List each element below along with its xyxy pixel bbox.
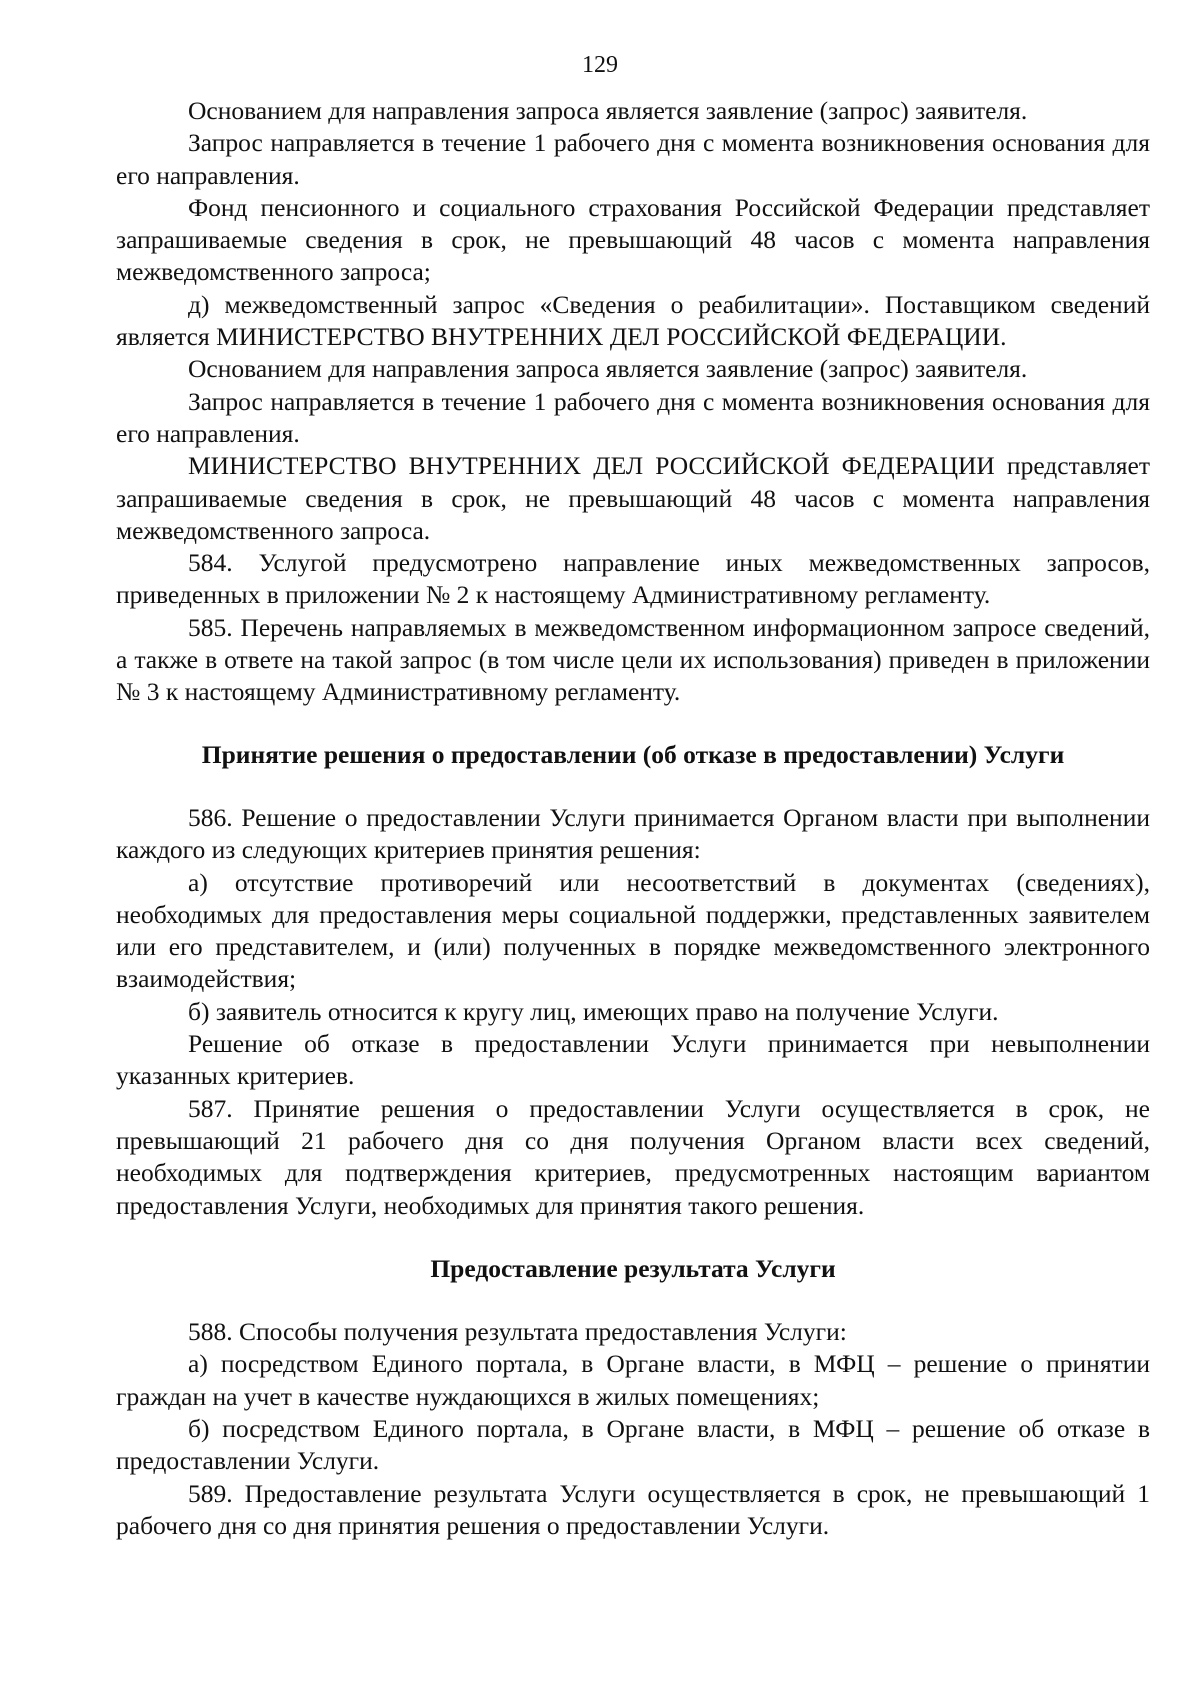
paragraph: а) посредством Единого портала, в Органе власти, в МФЦ – решение о принятии граждан на учет в качестве нуждающихся в жилых помещениях; [116, 1349, 1150, 1411]
paragraph: 586. Решение о предоставлении Услуги принимается Органом власти при выполнении каждого из следующих критериев принятия решения: [116, 802, 1150, 865]
section-heading: Принятие решения о предоставлении (об отказе в предоставлении) Услуги [201, 739, 1065, 769]
paragraph: 584. Услугой предусмотрено направление иных межведомственных запросов, приведенных в приложении № 2 к настоящему Административному регламенту. [116, 548, 1150, 610]
document-body [116, 95, 1150, 1542]
paragraph: а) отсутствие противоречий или несоответствий в документах (сведениях), необходимых для предоставления меры социальной поддержки, представленных заявителем или его представителем, и (или) полученных в порядке межведомственного электронного взаимодействия; [116, 867, 1150, 994]
paragraph: 589. Предоставление результата Услуги осуществляется в срок, не превышающий 1 рабочего дня со дня принятия решения о предоставлении Услуги. [116, 1478, 1150, 1540]
page-number: 129 [582, 52, 618, 78]
paragraph: 587. Принятие решения о предоставлении Услуги осуществляется в срок, не превышающий 21 рабочего дня со дня получения Органом власти всех сведений, необходимых для подтверждения критериев, предусмотренных настоящим вариантом предоставления Услуги, необходимых для принятия такого решения. [116, 1093, 1150, 1220]
paragraph: д) межведомственный запрос «Сведения о реабилитации». Поставщиком сведений является МИНИСТЕРСТВО ВНУТРЕННИХ ДЕЛ РОССИЙСКОЙ ФЕДЕРАЦИИ. [116, 289, 1150, 352]
paragraph: Фонд пенсионного и социального страхования Российской Федерации представляет запрашиваемые сведения в срок, не превышающий 48 часов с момента направления межведомственного запроса; [116, 192, 1150, 287]
paragraph: 585. Перечень направляемых в межведомственном информационном запросе сведений, а также в ответе на такой запрос (в том числе цели их использования) приведен в приложении № 3 к настоящему Административному регламенту. [116, 612, 1150, 707]
paragraph: Запрос направляется в течение 1 рабочего дня с момента возникновения основания для его направления. [116, 128, 1150, 190]
paragraph: б) заявитель относится к кругу лиц, имеющих право на получение Услуги. [188, 996, 999, 1026]
paragraph: 588. Способы получения результата предоставления Услуги: [188, 1317, 847, 1347]
paragraph: Основанием для направления запроса является заявление (запрос) заявителя. [188, 354, 1028, 384]
paragraph: Основанием для направления запроса является заявление (запрос) заявителя. [188, 96, 1028, 125]
paragraph: Запрос направляется в течение 1 рабочего дня с момента возникновения основания для его направления. [116, 386, 1150, 448]
section-heading: Предоставление результата Услуги [430, 1253, 836, 1283]
paragraph: Решение об отказе в предоставлении Услуги принимается при невыполнении указанных критериев. [116, 1029, 1150, 1091]
paragraph: МИНИСТЕРСТВО ВНУТРЕННИХ ДЕЛ РОССИЙСКОЙ ФЕДЕРАЦИИ представляет запрашиваемые сведения в срок, не превышающий 48 часов с момента направления межведомственного запроса. [116, 451, 1150, 545]
paragraph: б) посредством Единого портала, в Органе власти, в МФЦ – решение об отказе в предоставлении Услуги. [116, 1413, 1150, 1476]
